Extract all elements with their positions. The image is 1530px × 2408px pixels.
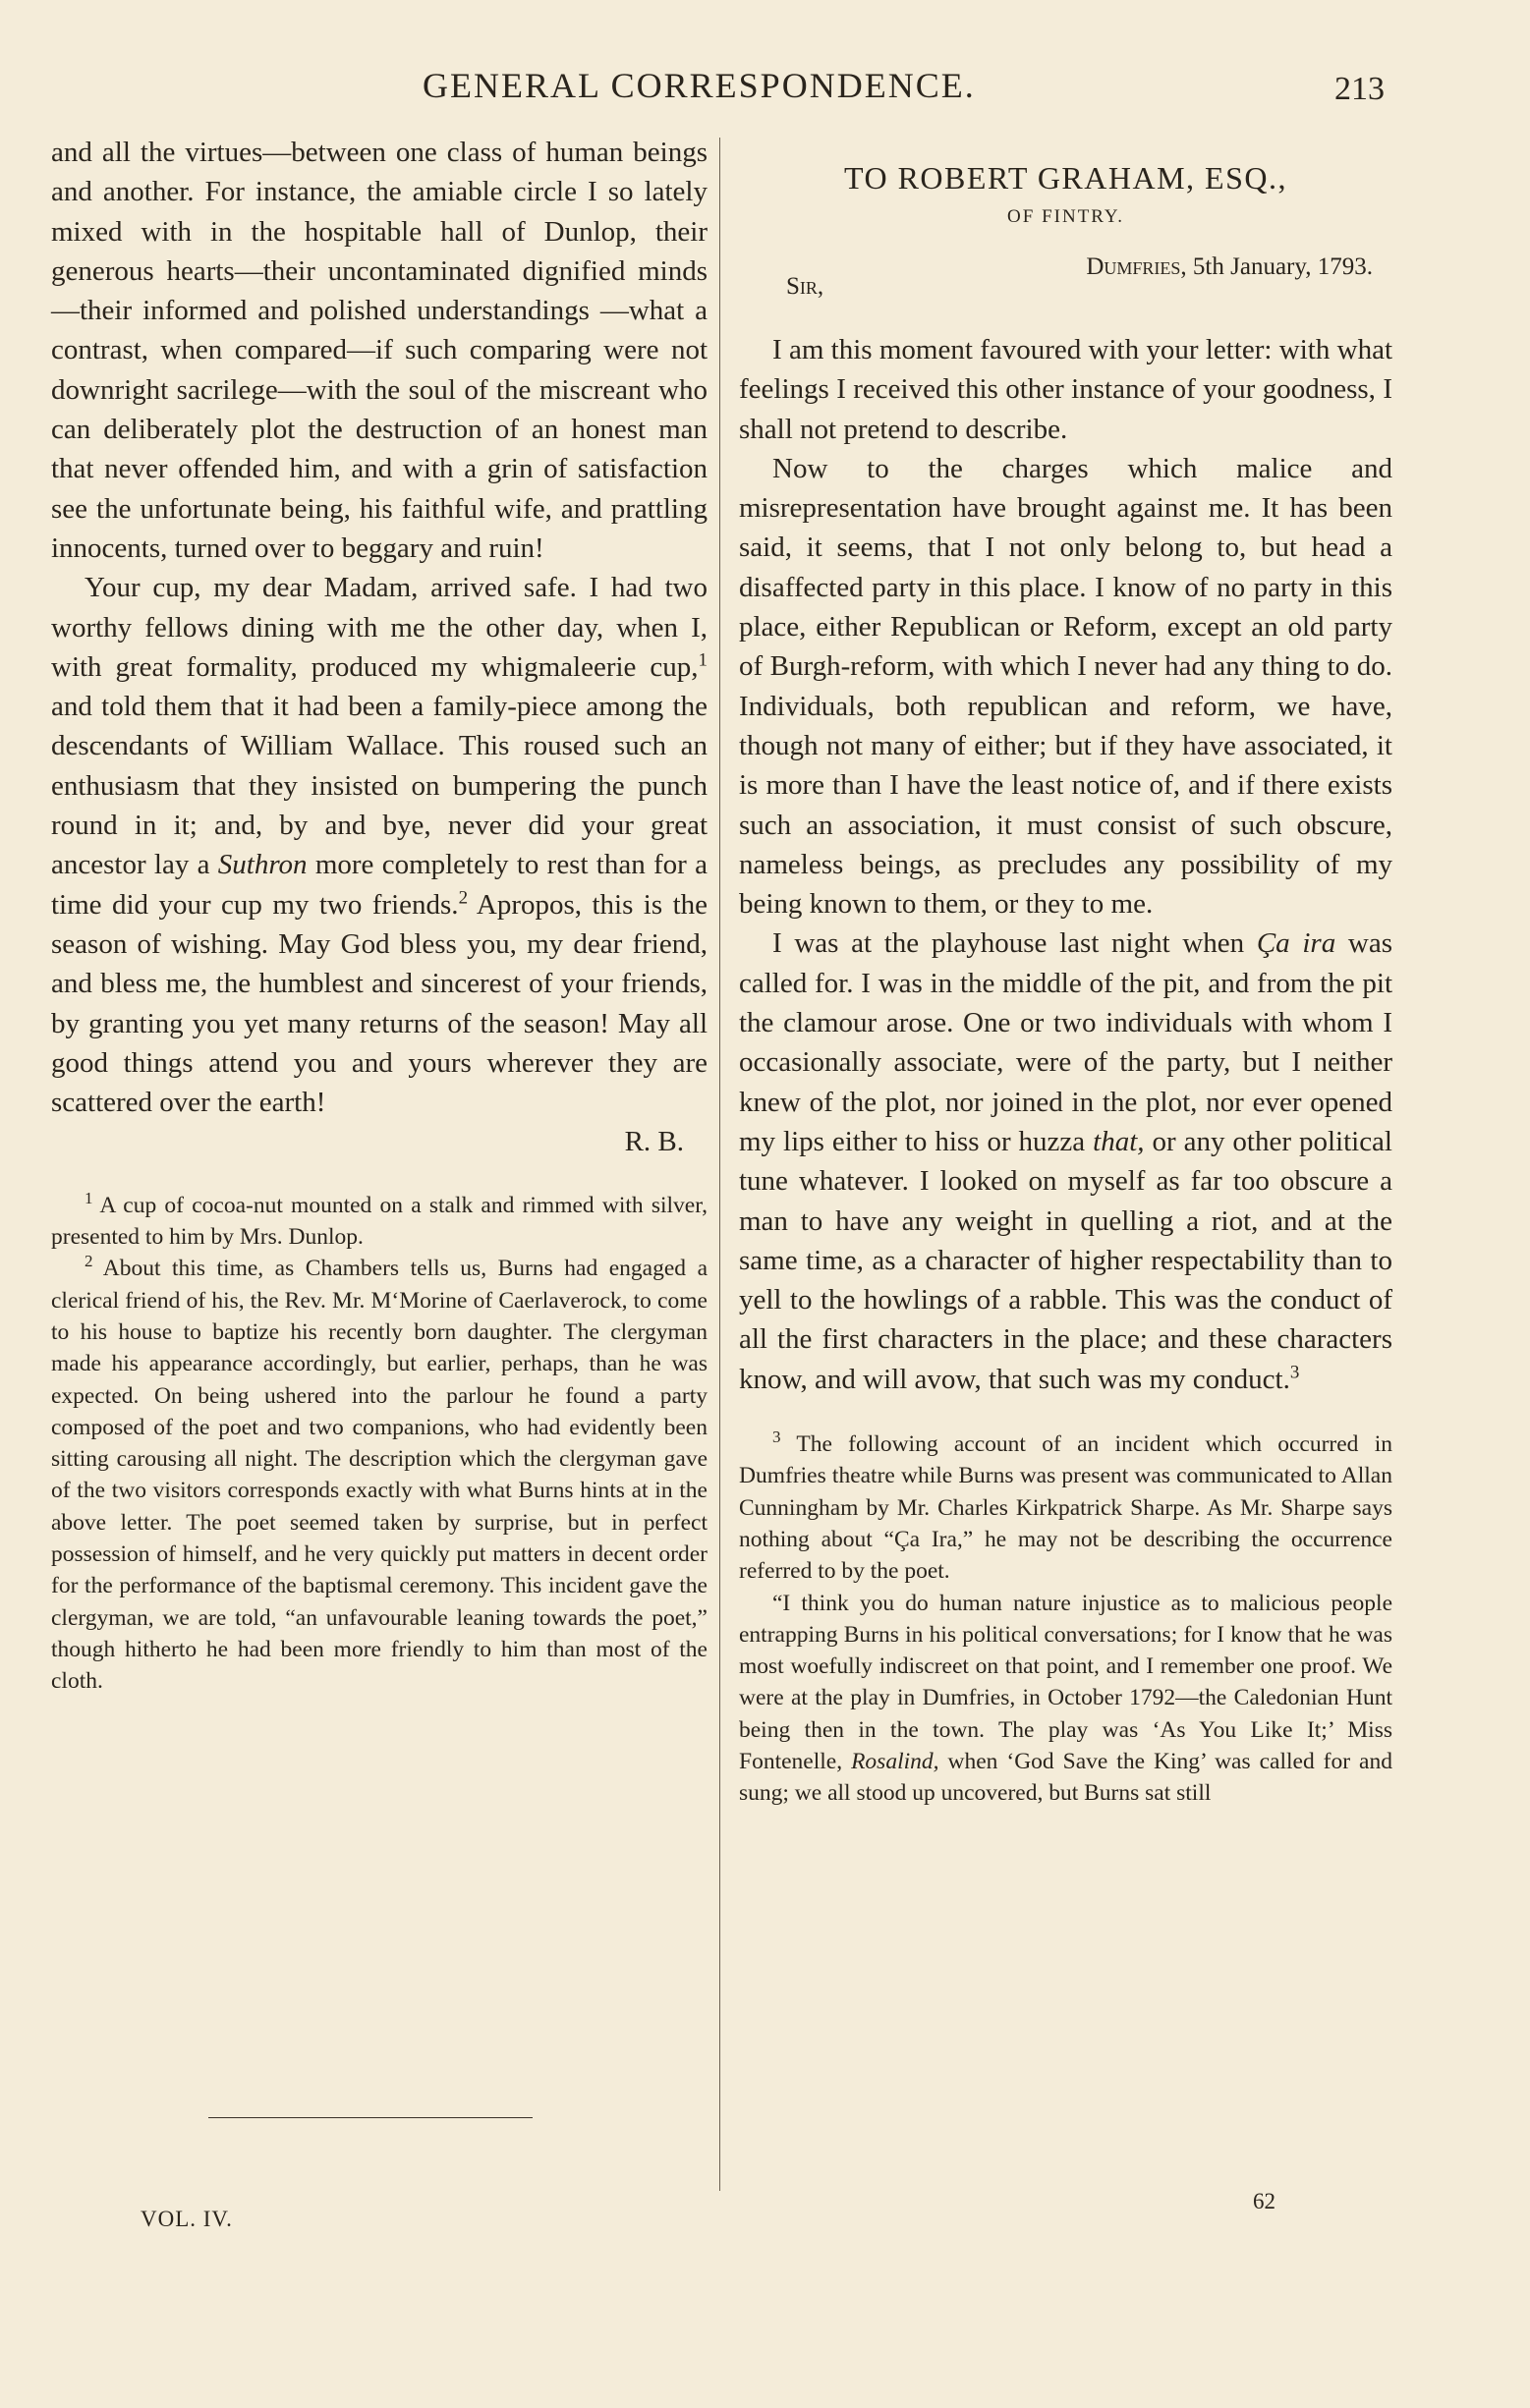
text-span: I was at the playhouse last night when (772, 927, 1257, 960)
footnote-text: About this time, as Chambers tells us, Burns had engaged a clerical friend of his, the Rev. Mr. M‘Morine of Caerlaverock, to come to his house to baptize his recently born daughter. The clergyman made his appearance accordingly, but earlier, perhaps, than he was expected. On being ushered into the parlour he found a party composed of the poet and two companions, who had evidently been sitting carousing all night. The description which the clergyman gave of the two visitors corresponds exactly with what Burns hints at in the above letter. The poet seemed taken by surprise, but in perfect possession of himself, and he very quickly put matters in decent order for the performance of the baptismal ceremony. This incident gave the clergyman, we are told, “an unfavourable leaning towards the poet,” though hitherto he had been more friendly to him than most of the cloth. (51, 1256, 708, 1695)
text-span: and told them that it had been a family-piece among the descendants of William Wallace. This roused such an enthusiasm that they insisted on bumpering the punch round in it; and, by and bye, never did your great ancestor lay a (51, 691, 708, 881)
text-span: or any other political tune whatever. I looked on myself as far too obscure a man to have any weight in quelling a riot, and at the same time, as a character of higher respectability than to yell to the howlings of a rabble. This was the conduct of all the first characters in the place; and these characters know, and will avow, that such was my conduct. (739, 1125, 1392, 1395)
italic-word: Suthron (217, 849, 308, 881)
footnote-ref-3[interactable]: 3 (1289, 1362, 1300, 1383)
footnote-mark: 2 (85, 1252, 93, 1271)
left-paragraph-2 (51, 568, 708, 1122)
footnote-text: “I think you do human nature injustice as to malicious people entrapping Burns in his political conversations; for I know that he was most woefully indiscreet on that point, and I remember one proof. We were at the play in Dumfries, in October 1792—the Caledonian Hunt being then in the town. The play was ‘As You Like It;’ Miss Fontenelle, (739, 1590, 1392, 1774)
footnote-3-continued (739, 1588, 1392, 1810)
text-span: Your cup, my dear Madam, arrived safe. I had two worthy fellows dining with me the other day, when I, with great formality, produced my whigmaleerie cup, (51, 572, 708, 683)
dateline-date: 5th January, 1793. (1186, 253, 1373, 280)
dateline-block (739, 253, 1392, 330)
text-span: more completely to rest than for a time did your cup my two friends. (51, 849, 708, 921)
footnote-3 (739, 1428, 1392, 1587)
italic-word: Ça ira (1256, 927, 1336, 960)
footer-rule (208, 2117, 533, 2118)
salutation: Sir, (786, 273, 824, 300)
footnote-ref-2[interactable]: 2 (458, 886, 469, 908)
left-footnotes (51, 1190, 708, 1698)
italic-word: that, (1093, 1125, 1145, 1157)
footnote-mark: 3 (772, 1428, 781, 1447)
right-paragraph-2: Now to the charges which malice and misrepresentation have brought against me. It has been said, it seems, that I not only belong to, but head a disaffected party in this place. I know of no party in this place, either Republican or Reform, except an old party of Burgh-reform, with which I never had any thing to do. Individuals, both republican and reform, we have, though not many of either; but if they have associated, it is more than I have the least notice of, and if there exists such an association, it must consist of such obscure, nameless beings, as precludes any possibility of my being known to them, or they to me. (739, 452, 1392, 921)
footnote-2 (51, 1253, 708, 1697)
right-paragraph-1: I am this moment favoured with your letter: with what feelings I received this other instance of your goodness, I shall not pretend to describe. (739, 334, 1392, 445)
left-column (51, 133, 708, 1697)
dateline (1086, 253, 1373, 281)
page-number: 213 (1334, 71, 1385, 107)
letter-signature: R. B. (624, 1126, 684, 1158)
running-title: GENERAL CORRESPONDENCE. (423, 66, 976, 105)
text-span: was called for. I was in the middle of the pit, and from the pit the clamour arose. One or two individuals with whom I occasionally associate, were of the party, but I neither knew of the plot, nor joined in the plot, nor ever opened my lips either to hiss or huzza (739, 927, 1392, 1157)
footnote-text: when ‘God Save the King’ was called for and sung; we all stood up uncovered, but Burns sat still (739, 1748, 1392, 1807)
letter-subheading: OF FINTRY. (1007, 206, 1124, 227)
right-paragraph-3 (739, 924, 1392, 1399)
right-column (739, 133, 1392, 1810)
footnote-1 (51, 1190, 708, 1254)
footnote-text: The following account of an incident which occurred in Dumfries theatre while Burns was present was communicated to Allan Cunningham by Mr. Charles Kirkpatrick Sharpe. As Mr. Sharpe says nothing about “Ça Ira,” he may not be describing the occurrence referred to by the poet. (739, 1431, 1392, 1585)
right-footnotes (739, 1428, 1392, 1810)
footnote-ref-1[interactable]: 1 (698, 649, 708, 671)
italic-word: Rosalind, (851, 1748, 939, 1774)
footnote-text: A cup of cocoa-nut mounted on a stalk and rimmed with silver, presented to him by Mrs. Dunlop. (51, 1192, 708, 1251)
letter-heading: TO ROBERT GRAHAM, ESQ., (844, 160, 1287, 196)
dateline-place: Dumfries, (1086, 253, 1187, 280)
footnote-mark: 1 (85, 1188, 93, 1207)
column-divider (719, 138, 720, 2191)
signature-mark: 62 (1253, 2189, 1275, 2213)
volume-label: VOL. IV. (141, 2207, 233, 2231)
text-span: Apropos, this is the season of wishing. May God bless you, my dear friend, and bless me, the humblest and sincerest of your friends, by granting you yet many returns of the season! May all good things attend you and yours wherever they are scattered over the earth! (51, 888, 708, 1119)
left-paragraph-1: and all the virtues—between one class of human beings and another. For instance, the amiable circle I so lately mixed with in the hospitable hall of Dunlop, their generous hearts—their uncontaminated dignified minds —their informed and polished understandings —what a contrast, when compared—if such comparing were not downright sacrilege—with the soul of the miscreant who can deliberately plot the destruction of an honest man that never offended him, and with a grin of satisfaction see the unfortunate being, his faithful wife, and prattling innocents, turned over to beggary and ruin! (51, 137, 708, 564)
